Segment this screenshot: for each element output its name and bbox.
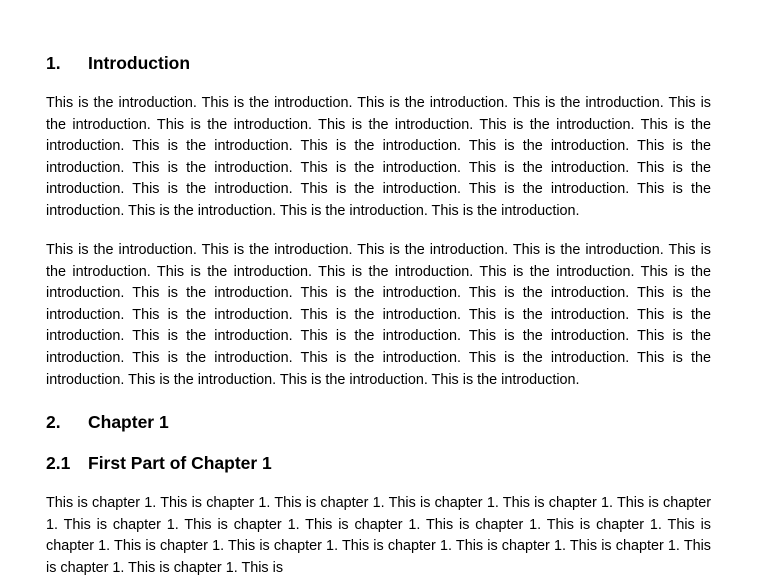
body-paragraph: This is the introduction. This is the introduction. This is the introduction. This is the introduction. This is the introduction. This is the introduction. This is the introduction. This is the introduction. This is the introduction. This is the introduction. This is the introduction. This is the introduction. This is the introduction. This is the introduction. This is the introduction. This is the introduction. This is the introduction. This is the introduction. This is the introduction. This is the introduction. This is the introduction. This is the introduction. This is the introduction. This is the introduction. This is the introduction. This is the introduction. This is the introduction. This is the introduction.: [46, 242, 711, 388]
body-paragraph: This is the introduction. This is the introduction. This is the introduction. This is the introduction. This is the introduction. This is the introduction. This is the introduction. This is the introduction. This is the introduction. This is the introduction. This is the introduction. This is the introduction. This is the introduction. This is the introduction. This is the introduction. This is the introduction. This is the introduction. This is the introduction. This is the introduction. This is the introduction. This is the introduction. This is the introduction. This is the introduction. This is the introduction.: [46, 95, 711, 219]
section-title: Chapter 1: [88, 412, 169, 432]
section-heading-introduction: [46, 52, 190, 74]
section-number: 2.: [46, 412, 61, 432]
section-title: Introduction: [88, 53, 191, 73]
subsection-number: 2.1: [46, 453, 71, 473]
section-number: 1.: [46, 53, 61, 73]
body-paragraph: This is chapter 1. This is chapter 1. This is chapter 1. This is chapter 1. This is chapter 1. This is chapter 1. This is chapter 1. This is chapter 1. This is chapter 1. This is chapter 1. This is chapter 1. This is chapter 1. This is chapter 1. This is chapter 1. This is chapter 1. This is chapter 1. This is chapter 1. This is chapter 1. This is chapter 1. This is: [46, 495, 711, 576]
subsection-title: First Part of Chapter 1: [88, 453, 272, 473]
section-heading-chapter-1: [46, 411, 169, 433]
subsection-heading-first-part: [46, 452, 272, 474]
